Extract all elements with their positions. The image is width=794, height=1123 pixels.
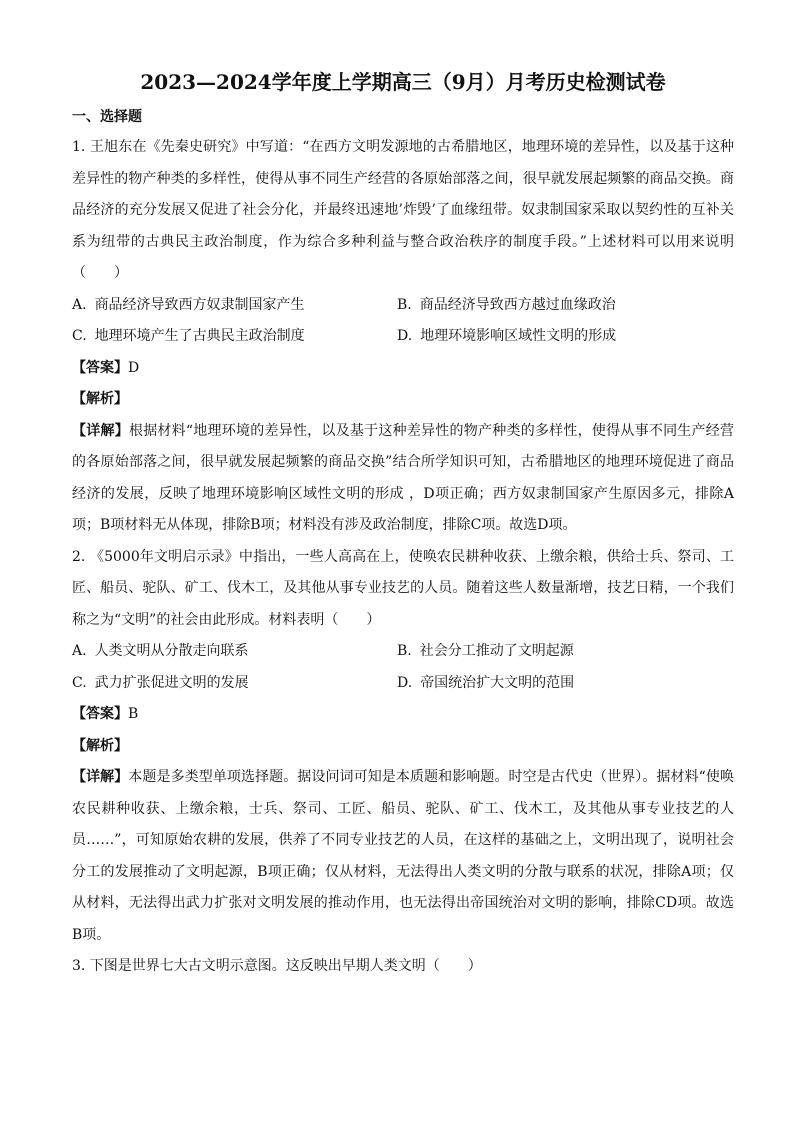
question-stem: 1. 王旭东在《先秦史研究》中写道：“在西方文明发源地的古希腊地区，地理环境的差异性，以及基于这种差异性的物产种类的多样性，使得从事不同生产经营的各原始部落之间，很早就发展起频繁的商品交换。商品经济的充分发展又促进了社会分化，并最终迅速地’炸毁’了血缘纽带。奴隶制国家采取以契约性的互补关系为纽带的古典民主政治制度，作为综合多种利益与整合政治秩序的制度手段。”上述材料可以用来说明（ ） bbox=[72, 139, 734, 281]
detail-paragraph bbox=[72, 762, 734, 951]
section-heading: 一、选择题 bbox=[72, 109, 142, 125]
answer-label: 【答案】 bbox=[72, 706, 128, 722]
option-b[interactable]: B. 商品经济导致西方越过血缘政治 bbox=[397, 296, 616, 313]
answer-value: B bbox=[128, 706, 139, 722]
option-list bbox=[72, 290, 734, 353]
question-2 bbox=[72, 542, 734, 952]
analysis-label: 【解析】 bbox=[72, 391, 128, 407]
question-3 bbox=[72, 951, 734, 983]
answer-line bbox=[72, 353, 734, 385]
option-a[interactable]: A. 商品经济导致西方奴隶制国家产生 bbox=[72, 296, 305, 313]
option-c[interactable]: C. 地理环境产生了古典民主政治制度 bbox=[72, 328, 305, 344]
option-c[interactable]: C. 武力扩张促进文明的发展 bbox=[72, 674, 249, 691]
analysis-line bbox=[72, 384, 734, 416]
option-b[interactable]: B. 社会分工推动了文明起源 bbox=[397, 643, 574, 659]
question-stem: 3. 下图是世界七大古文明示意图。这反映出早期人类文明（ ） bbox=[72, 958, 482, 974]
question-1 bbox=[72, 132, 734, 542]
option-d[interactable]: D. 地理环境影响区域性文明的形成 bbox=[397, 328, 617, 344]
detail-label: 【详解】 bbox=[72, 769, 129, 785]
option-d[interactable]: D. 帝国统治扩大文明的范围 bbox=[397, 674, 575, 691]
option-list bbox=[72, 636, 734, 699]
answer-label: 【答案】 bbox=[72, 359, 128, 376]
question-stem: 2. 《5000年文明启示录》中指出，一些人高高在上，使唤农民耕种收获、上缴余粮，供给士兵、祭司、工匠、船员、驼队、矿工、伐木工，及其他从事专业技艺的人员。随着这些人数量渐增，技艺日精，一个我们称之为“文明”的社会由此形成。材料表明（ ） bbox=[72, 548, 734, 628]
answer-value: D bbox=[128, 359, 140, 376]
answer-line bbox=[72, 699, 734, 731]
page-title: 2023—2024学年度上学期高三（9月）月考历史检测试卷 bbox=[140, 70, 666, 94]
analysis-line bbox=[72, 731, 734, 763]
detail-text: 本题是多类型单项选择题。据设问词可知是本质题和影响题。时空是古代史（世界）。据材料“使唤农民耕种收获、上缴余粮，士兵、祭司、工匠、船员、驼队、矿工、伐木工，及其他从事专业技艺的人员……”，可知原始农耕的发展，供养了不同专业技艺的人员，在这样的基础之上，文明出现了，说明社会分工的发展推动了文明起源，B项正确；仅从材料，无法得出人类文明的分散与联系的状况，排除A项；仅从材料，无法得出武力扩张对文明发展的推动作用，也无法得出帝国统治对文明的影响，排除CD项。故选B项。 bbox=[72, 769, 734, 943]
analysis-label: 【解析】 bbox=[72, 737, 128, 754]
detail-label: 【详解】 bbox=[72, 422, 129, 439]
detail-paragraph bbox=[72, 416, 734, 542]
option-a[interactable]: A. 人类文明从分散走向联系 bbox=[72, 643, 249, 659]
detail-text: 根据材料“地理环境的差异性，以及基于这种差异性的物产种类的多样性，使得从事不同生产经营的各原始部落之间，很早就发展起频繁的商品交换”结合所学知识可知，古希腊地区的地理环境促进了商品经济的发展，反映了地理环境影响区域性文明的形成 ，D项正确；西方奴隶制国家产生原因多元，排除A项；B项材料无从体现，排除B项；材料没有涉及政治制度，排除C项。故选D项。 bbox=[72, 422, 735, 533]
